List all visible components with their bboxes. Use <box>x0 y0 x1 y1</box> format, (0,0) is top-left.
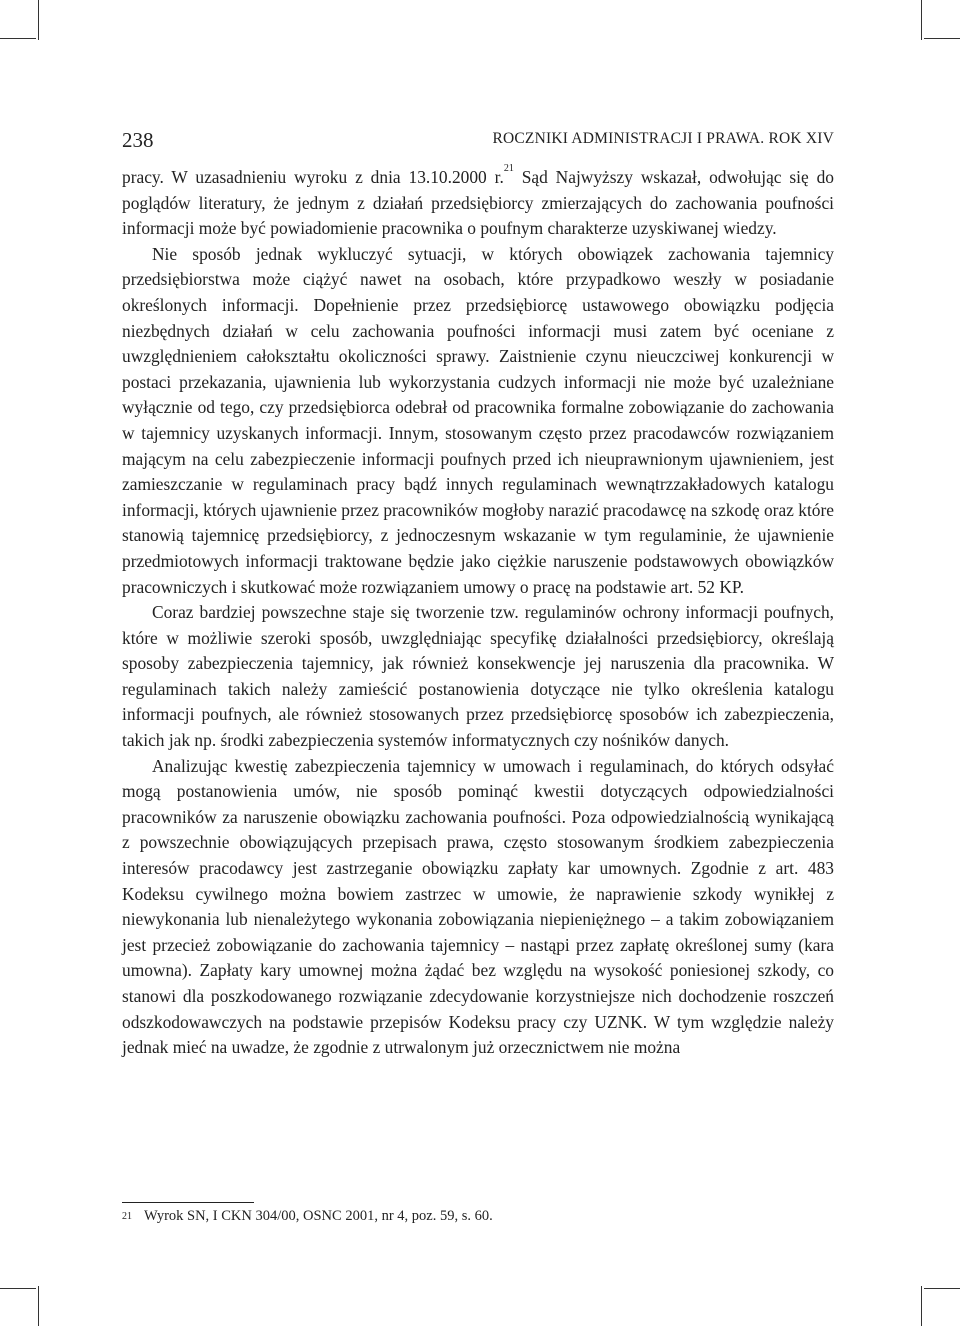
crop-mark <box>38 1286 39 1326</box>
footnote <box>122 1206 834 1226</box>
crop-mark <box>0 1288 36 1289</box>
footnote-number: 21 <box>122 1211 132 1222</box>
crop-mark <box>0 38 36 39</box>
crop-mark <box>921 1286 922 1326</box>
footnote-reference: 21 <box>503 163 514 174</box>
paragraph-text: pracy. W uzasadnieniu wyroku z dnia 13.10.2000 r. <box>122 167 504 187</box>
crop-mark <box>924 38 960 39</box>
running-head: ROCZNIKI ADMINISTRACJI I PRAWA. ROK XIV <box>492 130 834 147</box>
paragraph: Coraz bardziej powszechne staje się tworzenie tzw. regulaminów ochrony informacji poufnych, które w możliwie szeroki sposób, uwzględniając specyfikę działalności przedsiębiorcy, określają sposoby zabezpieczenia tajemnicy, jak również konsekwencje jej naruszenia dla pracownika. W regulaminach takich należy zamieścić postanowienia dotyczące nie tylko określenia katalogu informacji poufnych, ale również stosowanych przez przedsiębiorcę sposobów ich zabezpieczenia, takich jak np. środki zabezpieczenia systemów informatycznych czy nośników danych. <box>122 602 834 751</box>
body-text <box>122 165 834 1061</box>
footnote-text: Wyrok SN, I CKN 304/00, OSNC 2001, nr 4, poz. 59, s. 60. <box>144 1208 493 1224</box>
page-header <box>122 128 834 160</box>
paragraph <box>122 165 834 242</box>
paragraph: Nie sposób jednak wykluczyć sytuacji, w których obowiązek zachowania tajemnicy przedsiębiorstwa może ciążyć nawet na osobach, które przypadkowo weszły w posiadanie określonych informacji. Dopełnienie przez przedsiębiorcę ustawowego obowiązku podjęcia niezbędnych działań w celu zachowania poufności informacji musi zatem być oceniane z uwzględnieniem całokształtu okoliczności sprawy. Zaistnienie czynu nieuczciwej konkurencji w postaci przekazania, ujawnienia lub wykorzystania cudzych informacji nie może być uzależniane wyłącznie od tego, czy przedsiębiorca odebrał od pracownika formalne zobowiązanie do zachowania w tajemnicy uzyskanych informacji. Innym, stosowanym często przez pracodawców rozwiązaniem mającym na celu zabezpieczenie informacji poufnych przed ich nieuprawnionym ujawnieniem, jest zamieszczanie w regulaminach pracy bądź innych regulaminach wewnątrzzakładowych katalogu informacji, których ujawnienie przez pracowników mogłoby narazić pracodawcę na szkodę oraz które stanowią tajemnicę przedsiębiorcy, z jednoczesnym wskazanie w tym regulaminie, że ujawnienie przedmiotowych informacji traktowane będzie jako ciężkie naruszenie podstawowych obowiązków pracowniczych i skutkować może rozwiązaniem umowy o pracę na podstawie art. 52 KP. <box>122 243 834 597</box>
paragraph-text: Sąd Najwyższy wskazał, odwołując się do poglądów literatury, że jednym z działań przedsiębiorcy zmierzających do zachowania poufności informacji może być powiadomienie pracownika o poufnym charakterze uzyskiwanej wiedzy. <box>122 167 834 239</box>
footnote-rule <box>122 1202 254 1203</box>
page-number: 238 <box>122 128 154 152</box>
paragraph: Analizując kwestię zabezpieczenia tajemnicy w umowach i regulaminach, do których odsyłać mogą postanowienia umów, nie sposób pominąć kwestii dotyczących odpowiedzialności pracowników za naruszenie obowiązku zachowania poufności. Poza odpowiedzialnością wynikającą z powszechnie obowiązujących przepisach prawa, często stosowanym środkiem zabezpieczenia interesów pracodawcy jest zastrzeganie obowiązku zapłaty kar umownych. Zgodnie z art. 483 Kodeksu cywilnego można bowiem zastrzec w umowie, że naprawienie szkody wynikłej z niewykonania lub nienależytego wykonania zobowiązania niepieniężnego – a takim zobowiązaniem jest przecież zobowiązanie do zachowania tajemnicy – nastąpi przez zapłatę określonej sumy (kara umowna). Zapłaty kary umownej można żądać bez względu na wysokość poniesionej szkody, co stanowi dla poszkodowanego rozwiązanie zdecydowanie korzystniejsze nich dochodzenie roszczeń odszkodowawczych na podstawie przepisów Kodeksu pracy czy UZNK. W tym względzie należy jednak mieć na uwadze, że zgodnie z utrwalonym już orzecznictwem nie można <box>122 755 834 1058</box>
crop-mark <box>38 0 39 40</box>
crop-mark <box>921 0 922 40</box>
crop-mark <box>924 1288 960 1289</box>
